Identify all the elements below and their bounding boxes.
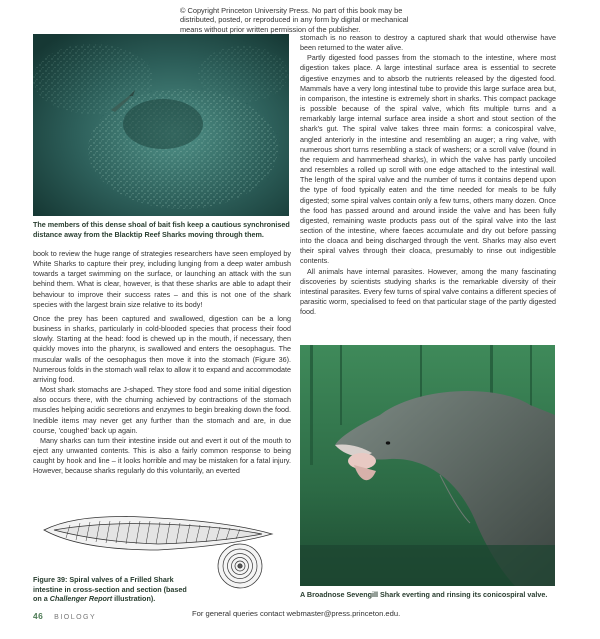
right-column-text [300,33,556,317]
paragraph: Once the prey has been captured and swallowed, digestion can be a long business in sharks, particularly in cold-blooded species that process their food slowly. Starting at the head: food is chewed up in the mouth, if necessary, then quickly moves into the pharynx, is swallowed and enters the oesophagus. The muscular walls of the oesophagus then move it into the stomach (Figure 36). Numerous folds in the stomach wall relax to allow it to expand and accommodate arriving food. [33,313,291,384]
figure-caption [33,575,193,604]
caption-source-title: Challenger Report [49,594,113,603]
paragraph: stomach is no reason to destroy a captured shark that would otherwise have been returned to the water alive. [300,33,556,53]
copyright-line: distributed, posted, or reproduced in any form by digital or mechanical [180,15,409,25]
paragraph: All animals have internal parasites. However, among the many fascinating discoveries by scientists studying sharks is the remarkable diversity of their intestinal parasites. Every few turns of spiral valve contains a different species of parasitic worm, specialised to feed on that particular stage of the partly digested food. [300,266,556,317]
section-label: BIOLOGY [54,614,97,621]
copyright-notice [180,6,420,34]
bait-fish-shoal-photo [33,34,289,216]
page-number: 46 [33,611,44,621]
sevengill-shark-photo [300,345,555,586]
paragraph: book to review the huge range of strategies researchers have seen employed by White Sharks to capture their prey, including lunging from a deep water ambush towards a target swimming on the surface, or launching an attack with the sun behind them. What is clear, however, is that these sharks are able to adapt their behaviour to improve their success rates – and this is not one of the shark species with the largest brain size relative to its body! [33,249,291,309]
page-folio [33,611,96,621]
copyright-line: means without prior written permission of the publisher. [180,24,361,34]
copyright-line: © Copyright Princeton University Press. No part of this book may be [180,6,403,15]
footer-text: For general queries contact webmaster@press.princeton.edu. [192,609,401,618]
footer-contact [192,609,400,618]
paragraph: Most shark stomachs are J-shaped. They store food and some initial digestion also occurs there, with the churning achieved by contractions of the stomach muscles helping acidic secretions and enzymes to begin breaking down the food. Inedible items may never get any further than the stomach and are, in due course, 'coughed' back up again. [33,385,291,435]
paragraph: Partly digested food passes from the stomach to the intestine, where most digestion takes place. A large intestinal surface area is essential to secrete digestive enzymes and to absorb the nutrients released by the digested food. Mammals have a very long intestinal tube to provide this large surface area but, in comparison, the intestine is extremely short in sharks. This compact package is possible because of the spiral valve, which fits multiple turns and a remarkably large internal surface area inside a short and stout section of the shark's gut. The spiral valve takes three main forms: a conicospiral valve, angled anteriorly in the intestine and resembling an auger; a ring valve, with numerous short turns resembling a stack of washers; or a scroll valve (found in the requiem and hammerhead sharks), in which the valve has partly uncoiled and resembles a rolled up scroll with one edge attached to the intestinal wall. The length of the spiral valve and the number of turns it contains depend upon the type of food typically eaten and the time needed for meals to be fully digested; some spiral valves contain only a few turns, others many dozen. Once the food has passed around and around inside the valve and has been fully digested, remaining waste products pass out of the spiral valve into the last section of the intestine, where faeces accumulate and dry out before passing into the cloaca and being discharged through the vent. Sharks may also evert their spiral valves through their cloaca, presumably to rinse out indigestible contents. [300,53,556,266]
left-column-text [33,249,291,476]
paragraph: Many sharks can turn their intestine inside out and evert it out of the mouth to eject any unwanted contents. This is also a fairly common response to being caught by hook and line – it looks horrible and may be mistaken for a fatal injury. However, because sharks regularly do this voluntarily, an everted [33,435,291,476]
photo-caption: The members of this dense shoal of bait fish keep a cautious synchronised distance away from the Blacktip Reef Sharks moving through them. [33,220,290,239]
caption-text: illustration). [112,594,156,603]
photo-caption: A Broadnose Sevengill Shark everting and rinsing its conicospiral valve. [300,590,548,599]
caption-text: Figure 39: Spiral valves of a Frilled Shark intestine in cross-section and section (based on a [33,575,187,603]
